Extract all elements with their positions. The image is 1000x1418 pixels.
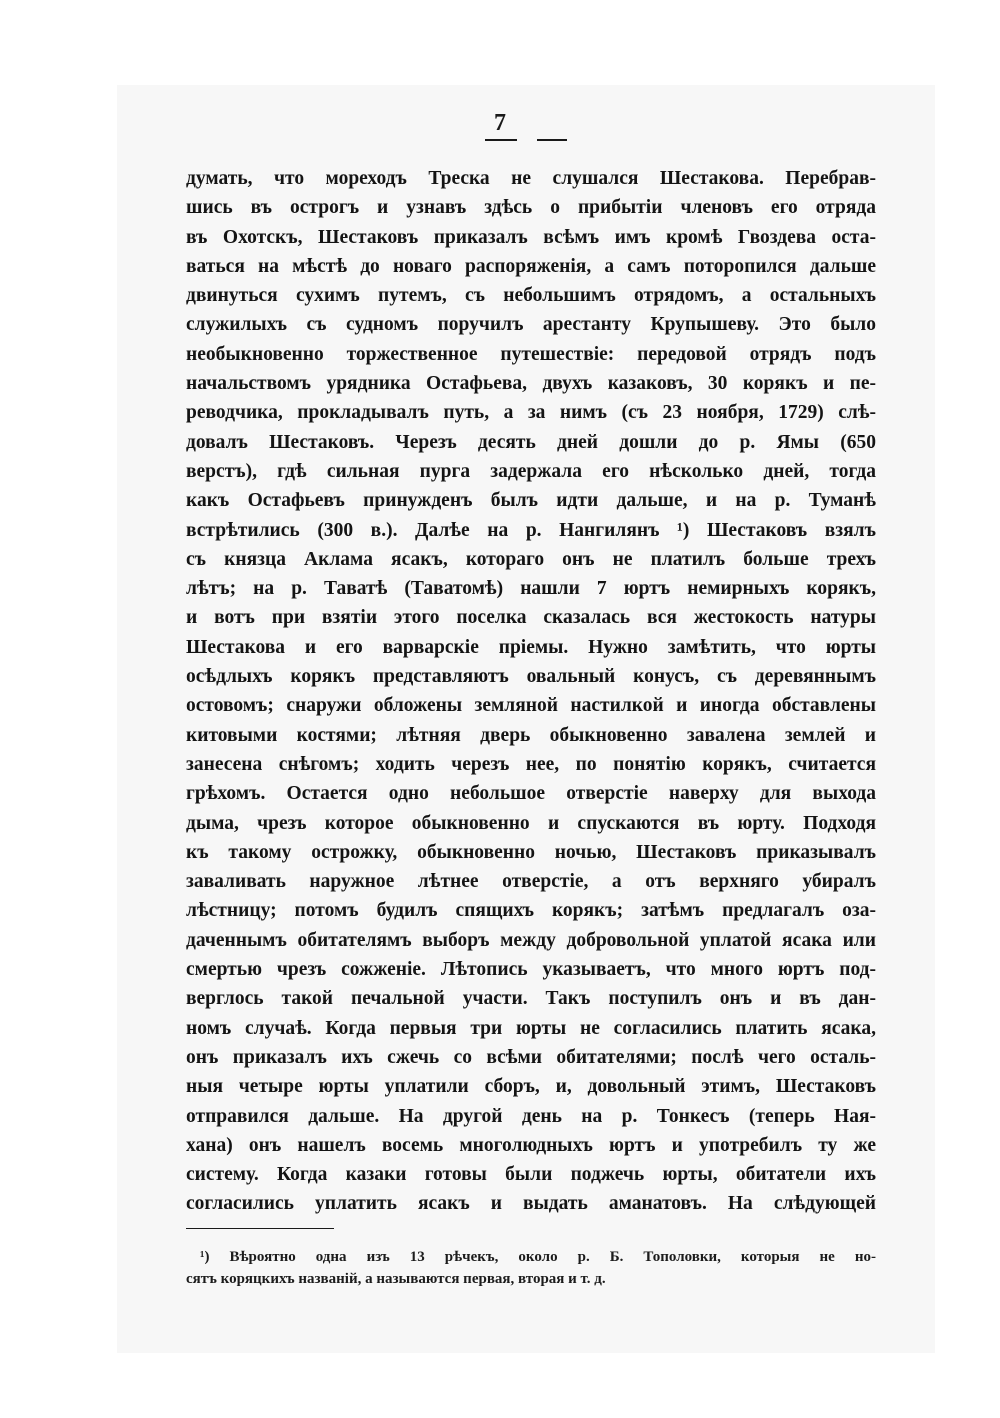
text-line: китовыми костями; лѣтняя дверь обыкновенно завалена землей и — [186, 724, 876, 746]
text-line: и вотъ при взятіи этого поселка сказалась вся жестокость натуры — [186, 607, 876, 629]
text-line: ваться на мѣстѣ до новаго распоряженія, а самъ поторопился дальше — [186, 255, 876, 277]
footnote-line: ¹) Вѣроятно одна изъ 13 рѣчекъ, около р. Б. Тополовки, которыя не но- — [200, 1249, 876, 1265]
text-line: начальствомъ урядника Остафьева, двухъ казаковъ, 30 корякъ и пе- — [186, 373, 876, 395]
text-line: даченнымъ обитателямъ выборъ между добровольной уплатой ясака или — [186, 929, 876, 951]
text-line: необыкновенно торжественное путешествіе: передовой отрядъ подъ — [186, 343, 876, 365]
text-line: Шестакова и его варварскіе пріемы. Нужно замѣтить, что юрты — [186, 636, 876, 658]
text-line: шись въ острогъ и узнавъ здѣсь о прибытіи членовъ его отряда — [186, 197, 876, 219]
footnote-line: сятъ коряцкихъ названій, а называются первая, вторая и т. д. — [186, 1271, 606, 1287]
text-line: лѣтъ; на р. Таватѣ (Таватомѣ) нашли 7 юртъ немирныхъ корякъ, — [186, 578, 876, 600]
text-line: довалъ Шестаковъ. Черезъ десять дней дошли до р. Ямы (650 — [186, 431, 876, 453]
footnote — [186, 1246, 876, 1290]
text-line: дыма, чрезъ которое обыкновенно и спускаются въ юрту. Подходя — [186, 812, 876, 834]
page-number: 7 — [494, 110, 506, 136]
text-line: въ Охотскъ, Шестаковъ приказалъ всѣмъ имъ кромѣ Гвоздева оста- — [186, 226, 876, 248]
text-line: грѣхомъ. Остается одно небольшое отверстіе наверху для выхода — [186, 783, 876, 805]
text-line: двинуться сухимъ путемъ, съ небольшимъ отрядомъ, а остальныхъ — [186, 285, 876, 307]
body-text — [186, 164, 876, 1219]
text-line: остовомъ; снаружи обложены земляной настилкой и иногда обставлены — [186, 695, 876, 717]
text-line: систему. Когда казаки готовы были поджечь юрты, обитатели ихъ — [186, 1164, 876, 1186]
text-line: хана) онъ нашелъ восемь многолюдныхъ юртъ и употребилъ ту же — [186, 1134, 876, 1156]
text-line: къ такому острожку, обыкновенно ночью, Шестаковъ приказывалъ — [186, 841, 876, 863]
text-line: реводчика, прокладывалъ путь, а за нимъ (съ 23 ноября, 1729) слѣ- — [186, 402, 876, 424]
text-line: смертью чрезъ сожженіе. Лѣтопись указываетъ, что много юртъ под- — [186, 959, 876, 981]
page-number-rule-right — [537, 139, 567, 141]
text-line: ныя четыре юрты уплатили сборъ, и, довольный этимъ, Шестаковъ — [186, 1076, 876, 1098]
text-line: верстъ), гдѣ сильная пурга задержала его нѣсколько дней, тогда — [186, 460, 876, 482]
text-line: заваливать наружное лѣтнее отверстіе, а отъ верхняго убиралъ — [186, 871, 876, 893]
text-line: осѣдлыхъ корякъ представляютъ овальный конусъ, съ деревяннымъ — [186, 666, 876, 688]
text-line: верглось такой печальной участи. Такъ поступилъ онъ и въ дан- — [186, 988, 876, 1010]
text-line: какъ Остафьевъ принужденъ былъ идти дальше, и на р. Туманѣ — [186, 490, 876, 512]
text-line: съ князца Аклама ясакъ, котораго онъ не платилъ больше трехъ — [186, 548, 876, 570]
text-line: встрѣтились (300 в.). Далѣе на р. Нангилянъ ¹) Шестаковъ взялъ — [186, 519, 876, 541]
text-line: отправился дальше. На другой день на р. Тонкесъ (теперь Ная- — [186, 1105, 876, 1127]
text-line: согласились уплатить ясакъ и выдать аманатовъ. На слѣдующей — [186, 1193, 876, 1215]
page-number-rule-left — [485, 139, 517, 141]
text-line: номъ случаѣ. Когда первыя три юрты не согласились платить ясака, — [186, 1017, 876, 1039]
text-line: занесена снѣгомъ; ходить черезъ нее, по понятію корякъ, считается — [186, 753, 876, 775]
text-line: служилыхъ съ судномъ поручилъ арестанту Крупышеву. Это было — [186, 314, 876, 336]
text-line: думать, что мореходъ Треска не слушался Шестакова. Перебрав- — [186, 168, 876, 189]
footnote-divider — [186, 1228, 334, 1229]
text-line: лѣстницу; потомъ будилъ спящихъ корякъ; затѣмъ предлагалъ оза- — [186, 900, 876, 922]
text-line: онъ приказалъ ихъ сжечь со всѣми обитателями; послѣ чего осталь- — [186, 1046, 876, 1068]
